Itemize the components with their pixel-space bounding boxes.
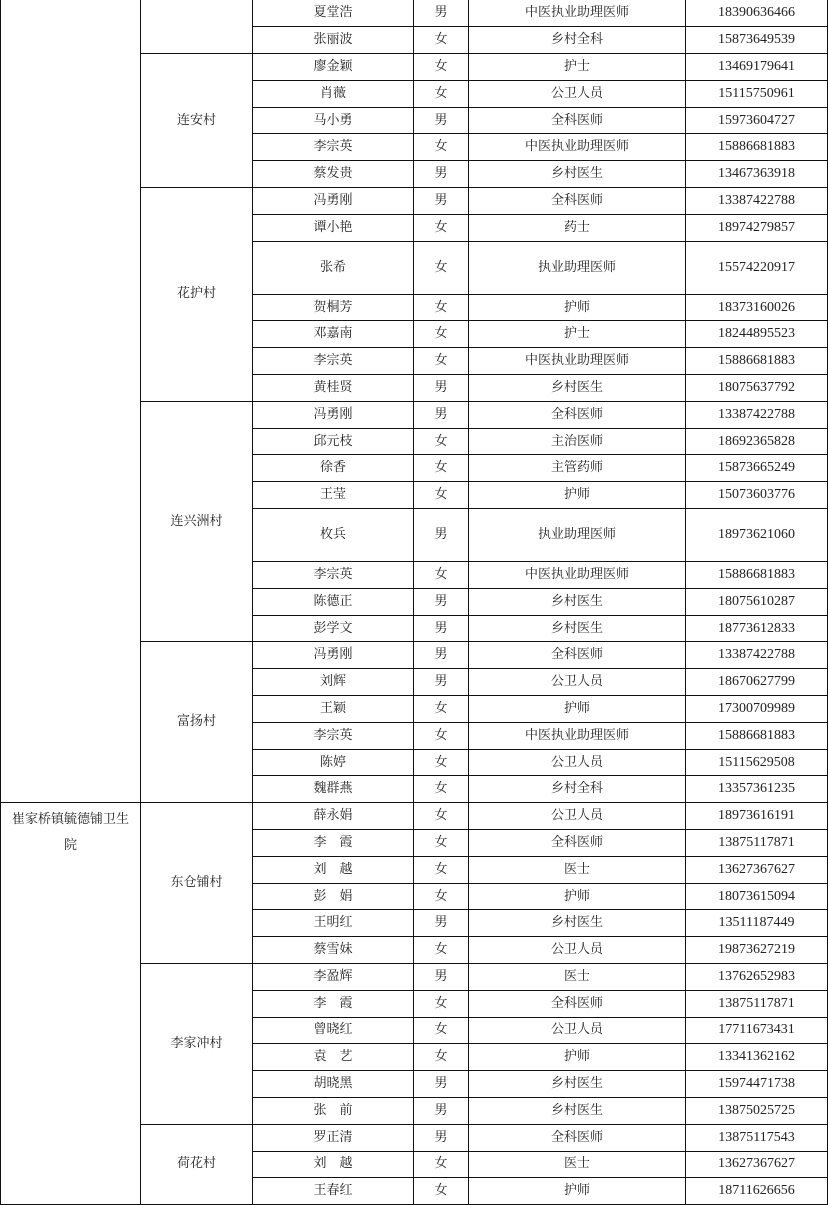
name-cell: 李 霞 xyxy=(253,990,414,1017)
name-cell: 李 霞 xyxy=(253,830,414,857)
name-cell: 王明红 xyxy=(253,910,414,937)
phone-cell: 15886681883 xyxy=(686,722,828,749)
phone-cell: 15973604727 xyxy=(686,107,828,134)
role-cell: 护士 xyxy=(469,54,686,81)
gender-cell: 男 xyxy=(414,642,469,669)
role-cell: 公卫人员 xyxy=(469,80,686,107)
facility-cell: 崔家桥镇毓德铺卫生院 xyxy=(1,803,141,1205)
name-cell: 王莹 xyxy=(253,482,414,509)
role-cell: 医士 xyxy=(469,1151,686,1178)
phone-cell: 15886681883 xyxy=(686,348,828,375)
role-cell: 乡村医生 xyxy=(469,588,686,615)
name-cell: 李宗英 xyxy=(253,722,414,749)
facility-cell-top xyxy=(1,0,141,803)
phone-cell: 18692365828 xyxy=(686,428,828,455)
role-cell: 公卫人员 xyxy=(469,937,686,964)
phone-cell: 18773612833 xyxy=(686,615,828,642)
role-cell: 执业助理医师 xyxy=(469,509,686,562)
gender-cell: 女 xyxy=(414,27,469,54)
gender-cell: 女 xyxy=(414,455,469,482)
role-cell: 乡村医生 xyxy=(469,1071,686,1098)
role-cell: 中医执业助理医师 xyxy=(469,722,686,749)
role-cell: 中医执业助理医师 xyxy=(469,0,686,27)
role-cell: 公卫人员 xyxy=(469,803,686,830)
phone-cell: 13875117543 xyxy=(686,1124,828,1151)
phone-cell: 17711673431 xyxy=(686,1017,828,1044)
gender-cell: 男 xyxy=(414,107,469,134)
gender-cell: 女 xyxy=(414,562,469,589)
name-cell: 马小勇 xyxy=(253,107,414,134)
name-cell: 冯勇刚 xyxy=(253,188,414,215)
role-cell: 主治医师 xyxy=(469,428,686,455)
name-cell: 胡晓黑 xyxy=(253,1071,414,1098)
name-cell: 彭 娟 xyxy=(253,883,414,910)
role-cell: 全科医师 xyxy=(469,188,686,215)
village-cell: 连兴洲村 xyxy=(141,401,253,642)
phone-cell: 13875117871 xyxy=(686,990,828,1017)
table-row xyxy=(1,803,828,830)
phone-cell: 15115629508 xyxy=(686,749,828,776)
phone-cell: 13762652983 xyxy=(686,964,828,991)
gender-cell: 女 xyxy=(414,990,469,1017)
role-cell: 执业助理医师 xyxy=(469,241,686,294)
name-cell: 枚兵 xyxy=(253,509,414,562)
role-cell: 护师 xyxy=(469,1178,686,1205)
gender-cell: 女 xyxy=(414,776,469,803)
name-cell: 王春红 xyxy=(253,1178,414,1205)
phone-cell: 17300709989 xyxy=(686,696,828,723)
gender-cell: 女 xyxy=(414,321,469,348)
role-cell: 护师 xyxy=(469,294,686,321)
phone-cell: 18973621060 xyxy=(686,509,828,562)
village-cell: 富扬村 xyxy=(141,642,253,803)
name-cell: 李宗英 xyxy=(253,562,414,589)
gender-cell: 女 xyxy=(414,830,469,857)
phone-cell: 13387422788 xyxy=(686,642,828,669)
phone-cell: 13469179641 xyxy=(686,54,828,81)
gender-cell: 男 xyxy=(414,188,469,215)
gender-cell: 女 xyxy=(414,294,469,321)
phone-cell: 13627367627 xyxy=(686,856,828,883)
phone-cell: 13467363918 xyxy=(686,161,828,188)
gender-cell: 男 xyxy=(414,375,469,402)
village-cell: 花护村 xyxy=(141,188,253,402)
role-cell: 全科医师 xyxy=(469,107,686,134)
role-cell: 医士 xyxy=(469,856,686,883)
phone-cell: 18974279857 xyxy=(686,214,828,241)
phone-cell: 15886681883 xyxy=(686,562,828,589)
role-cell: 全科医师 xyxy=(469,642,686,669)
gender-cell: 女 xyxy=(414,428,469,455)
name-cell: 蔡雪妹 xyxy=(253,937,414,964)
gender-cell: 女 xyxy=(414,1017,469,1044)
phone-cell: 18373160026 xyxy=(686,294,828,321)
phone-cell: 13357361235 xyxy=(686,776,828,803)
role-cell: 公卫人员 xyxy=(469,749,686,776)
role-cell: 中医执业助理医师 xyxy=(469,134,686,161)
phone-cell: 18670627799 xyxy=(686,669,828,696)
gender-cell: 女 xyxy=(414,80,469,107)
name-cell: 陈婷 xyxy=(253,749,414,776)
name-cell: 黄桂贤 xyxy=(253,375,414,402)
phone-cell: 13387422788 xyxy=(686,401,828,428)
gender-cell: 女 xyxy=(414,1151,469,1178)
name-cell: 张丽波 xyxy=(253,27,414,54)
village-cell xyxy=(141,0,253,54)
phone-cell: 18711626656 xyxy=(686,1178,828,1205)
role-cell: 乡村医生 xyxy=(469,615,686,642)
gender-cell: 女 xyxy=(414,134,469,161)
gender-cell: 男 xyxy=(414,509,469,562)
name-cell: 曾晓红 xyxy=(253,1017,414,1044)
name-cell: 陈德正 xyxy=(253,588,414,615)
gender-cell: 女 xyxy=(414,749,469,776)
gender-cell: 男 xyxy=(414,1097,469,1124)
phone-cell: 13875117871 xyxy=(686,830,828,857)
village-cell: 李家冲村 xyxy=(141,964,253,1125)
phone-cell: 15974471738 xyxy=(686,1071,828,1098)
name-cell: 张 前 xyxy=(253,1097,414,1124)
name-cell: 魏群燕 xyxy=(253,776,414,803)
gender-cell: 女 xyxy=(414,214,469,241)
table-row xyxy=(1,0,828,27)
phone-cell: 18973616191 xyxy=(686,803,828,830)
gender-cell: 男 xyxy=(414,161,469,188)
name-cell: 夏堂浩 xyxy=(253,0,414,27)
name-cell: 蔡发贵 xyxy=(253,161,414,188)
role-cell: 全科医师 xyxy=(469,1124,686,1151)
village-cell: 东仓铺村 xyxy=(141,803,253,964)
role-cell: 乡村医生 xyxy=(469,161,686,188)
phone-cell: 13875025725 xyxy=(686,1097,828,1124)
role-cell: 全科医师 xyxy=(469,830,686,857)
name-cell: 刘 越 xyxy=(253,1151,414,1178)
role-cell: 乡村全科 xyxy=(469,776,686,803)
role-cell: 药士 xyxy=(469,214,686,241)
role-cell: 护士 xyxy=(469,321,686,348)
gender-cell: 男 xyxy=(414,0,469,27)
name-cell: 邱元枝 xyxy=(253,428,414,455)
role-cell: 乡村医生 xyxy=(469,375,686,402)
role-cell: 医士 xyxy=(469,964,686,991)
role-cell: 公卫人员 xyxy=(469,1017,686,1044)
phone-cell: 13627367627 xyxy=(686,1151,828,1178)
gender-cell: 男 xyxy=(414,401,469,428)
name-cell: 刘辉 xyxy=(253,669,414,696)
name-cell: 王颖 xyxy=(253,696,414,723)
gender-cell: 男 xyxy=(414,669,469,696)
phone-cell: 15886681883 xyxy=(686,134,828,161)
phone-cell: 15115750961 xyxy=(686,80,828,107)
name-cell: 肖薇 xyxy=(253,80,414,107)
gender-cell: 女 xyxy=(414,1178,469,1205)
phone-cell: 19873627219 xyxy=(686,937,828,964)
gender-cell: 女 xyxy=(414,348,469,375)
phone-cell: 13387422788 xyxy=(686,188,828,215)
gender-cell: 男 xyxy=(414,588,469,615)
name-cell: 李盈辉 xyxy=(253,964,414,991)
name-cell: 袁 艺 xyxy=(253,1044,414,1071)
phone-cell: 13511187449 xyxy=(686,910,828,937)
name-cell: 冯勇刚 xyxy=(253,642,414,669)
gender-cell: 女 xyxy=(414,883,469,910)
phone-cell: 18390636466 xyxy=(686,0,828,27)
role-cell: 乡村医生 xyxy=(469,1097,686,1124)
gender-cell: 男 xyxy=(414,1124,469,1151)
gender-cell: 女 xyxy=(414,722,469,749)
phone-cell: 18075637792 xyxy=(686,375,828,402)
gender-cell: 男 xyxy=(414,910,469,937)
village-cell: 连安村 xyxy=(141,54,253,188)
gender-cell: 女 xyxy=(414,937,469,964)
gender-cell: 女 xyxy=(414,241,469,294)
name-cell: 廖金颖 xyxy=(253,54,414,81)
role-cell: 中医执业助理医师 xyxy=(469,562,686,589)
phone-cell: 18244895523 xyxy=(686,321,828,348)
staff-table-body xyxy=(1,0,828,1205)
gender-cell: 女 xyxy=(414,696,469,723)
role-cell: 公卫人员 xyxy=(469,669,686,696)
name-cell: 冯勇刚 xyxy=(253,401,414,428)
name-cell: 罗正清 xyxy=(253,1124,414,1151)
village-cell: 荷花村 xyxy=(141,1124,253,1204)
role-cell: 护师 xyxy=(469,696,686,723)
role-cell: 主管药师 xyxy=(469,455,686,482)
gender-cell: 女 xyxy=(414,54,469,81)
gender-cell: 女 xyxy=(414,856,469,883)
phone-cell: 15873665249 xyxy=(686,455,828,482)
name-cell: 张希 xyxy=(253,241,414,294)
name-cell: 谭小艳 xyxy=(253,214,414,241)
name-cell: 彭学文 xyxy=(253,615,414,642)
name-cell: 徐香 xyxy=(253,455,414,482)
role-cell: 全科医师 xyxy=(469,990,686,1017)
name-cell: 邓嘉南 xyxy=(253,321,414,348)
phone-cell: 13341362162 xyxy=(686,1044,828,1071)
phone-cell: 18075610287 xyxy=(686,588,828,615)
role-cell: 护师 xyxy=(469,482,686,509)
name-cell: 刘 越 xyxy=(253,856,414,883)
role-cell: 护师 xyxy=(469,883,686,910)
name-cell: 李宗英 xyxy=(253,348,414,375)
role-cell: 全科医师 xyxy=(469,401,686,428)
gender-cell: 女 xyxy=(414,803,469,830)
role-cell: 乡村医生 xyxy=(469,910,686,937)
phone-cell: 15574220917 xyxy=(686,241,828,294)
name-cell: 李宗英 xyxy=(253,134,414,161)
phone-cell: 15073603776 xyxy=(686,482,828,509)
gender-cell: 男 xyxy=(414,615,469,642)
phone-cell: 15873649539 xyxy=(686,27,828,54)
phone-cell: 18073615094 xyxy=(686,883,828,910)
gender-cell: 男 xyxy=(414,1071,469,1098)
role-cell: 护师 xyxy=(469,1044,686,1071)
name-cell: 薛永娟 xyxy=(253,803,414,830)
name-cell: 贺桐芳 xyxy=(253,294,414,321)
role-cell: 中医执业助理医师 xyxy=(469,348,686,375)
role-cell: 乡村全科 xyxy=(469,27,686,54)
gender-cell: 男 xyxy=(414,964,469,991)
gender-cell: 女 xyxy=(414,1044,469,1071)
gender-cell: 女 xyxy=(414,482,469,509)
